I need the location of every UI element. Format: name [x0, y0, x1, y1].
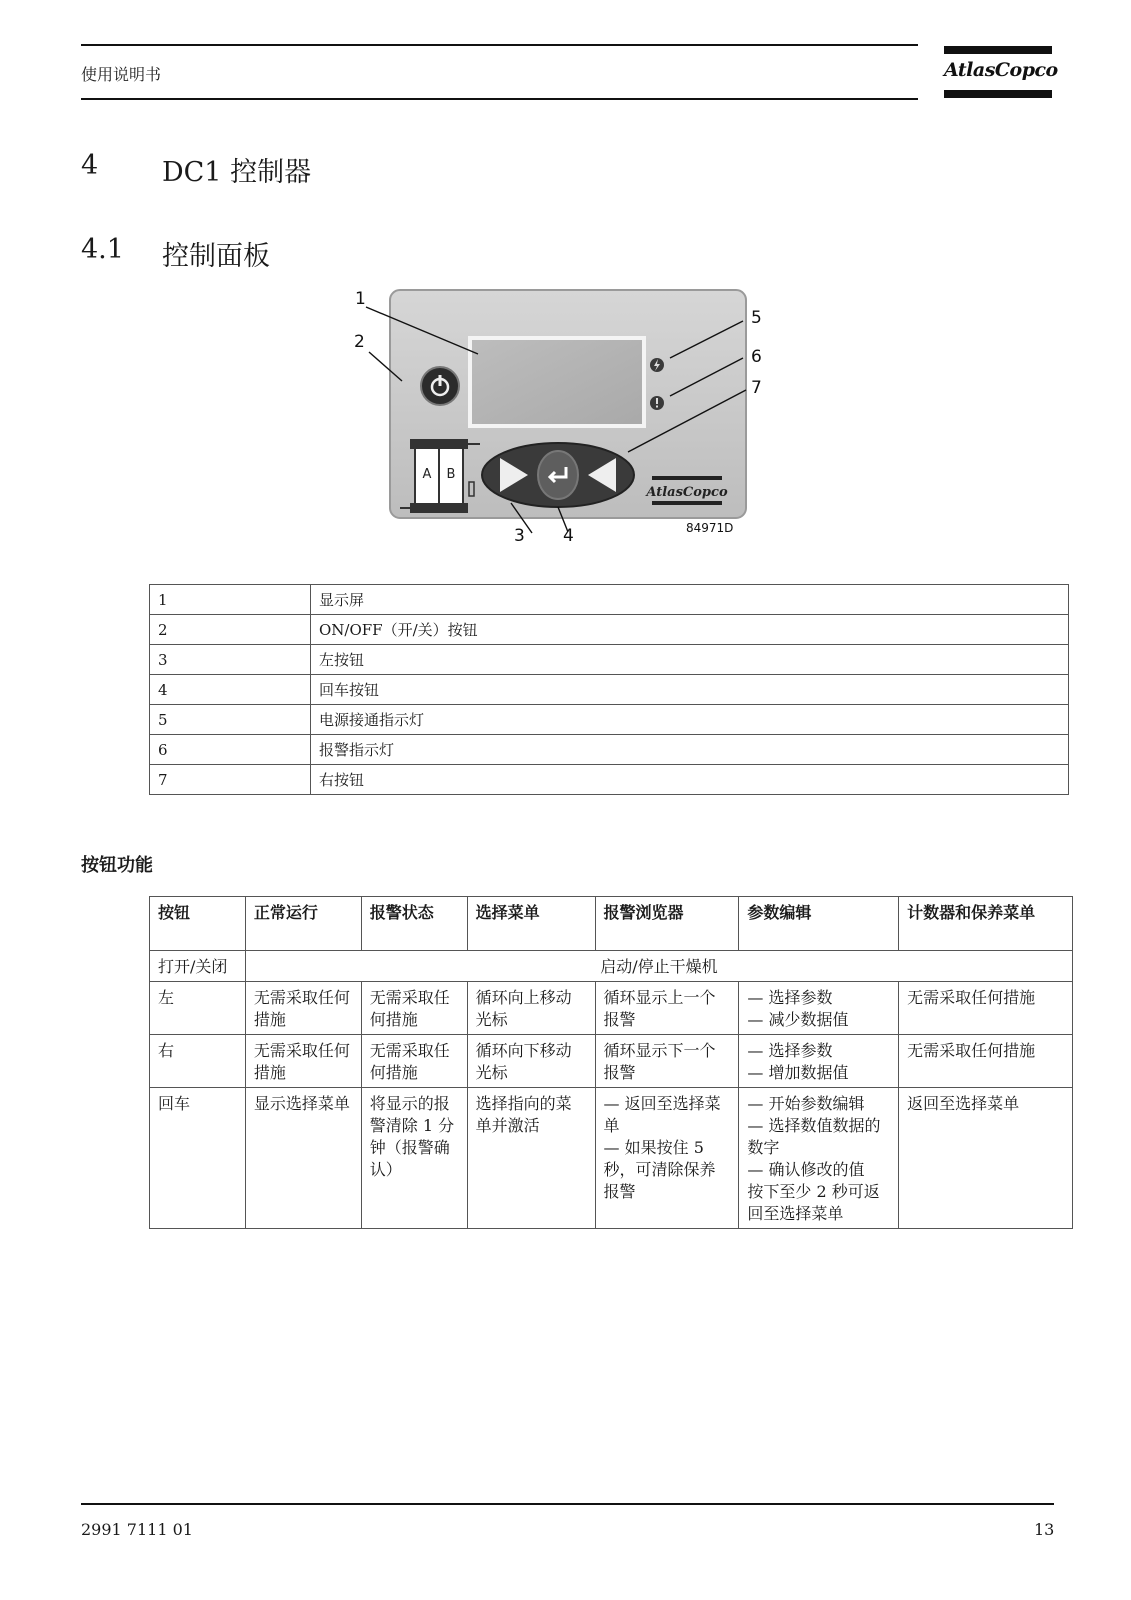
column-header: 计数器和保养菜单 — [899, 897, 1073, 951]
action-cell: 无需采取任何措施 — [899, 982, 1073, 1035]
control-panel-figure — [352, 286, 782, 561]
button-name-cell: 打开/关闭 — [150, 951, 246, 982]
display-screen — [470, 338, 644, 426]
header-top-rule — [81, 44, 918, 46]
legend-row — [150, 675, 1069, 705]
panel-logo: AtlasCopco — [646, 485, 728, 500]
table-row — [150, 1088, 1073, 1229]
power-led-icon — [650, 358, 664, 372]
column-header: 报警状态 — [361, 897, 467, 951]
table-header-row — [150, 897, 1073, 951]
table-row — [150, 951, 1073, 982]
section-number: 4 — [81, 150, 99, 181]
column-header: 报警浏览器 — [595, 897, 739, 951]
callout-4: 4 — [563, 526, 574, 546]
legend-row — [150, 585, 1069, 615]
action-cell: 选择指向的菜单并激活 — [467, 1088, 595, 1229]
legend-row — [150, 615, 1069, 645]
button-functions-heading: 按钮功能 — [81, 855, 153, 876]
table-row — [150, 1035, 1073, 1088]
subsection-number: 4.1 — [81, 234, 124, 265]
action-cell: 无需采取任何措施 — [245, 982, 361, 1035]
atlas-copco-logo: AtlasCopco — [944, 46, 1052, 101]
legend-number: 4 — [150, 675, 311, 705]
action-cell: 无需采取任何措施 — [899, 1035, 1073, 1088]
action-cell: 启动/停止干燥机 — [245, 951, 1072, 982]
legend-number: 5 — [150, 705, 311, 735]
column-header: 正常运行 — [245, 897, 361, 951]
control-panel-drawing — [352, 286, 782, 561]
document-number: 2991 7111 01 — [81, 1520, 193, 1539]
action-cell: — 开始参数编辑 — 选择数值数据的数字 — 确认修改的值 按下至少 2 秒可返回至选择菜单 — [739, 1088, 899, 1229]
page-number: 13 — [1034, 1520, 1055, 1539]
legend-description: ON/OFF（开/关）按钮 — [311, 615, 1069, 645]
callout-7: 7 — [751, 378, 762, 398]
power-icon — [421, 367, 459, 405]
legend-description: 显示屏 — [311, 585, 1069, 615]
table-row — [150, 982, 1073, 1035]
button-name-cell: 回车 — [150, 1088, 246, 1229]
legend-row — [150, 645, 1069, 675]
action-cell: 无需采取任何措施 — [361, 982, 467, 1035]
action-cell: 将显示的报警清除 1 分钟（报警确认） — [361, 1088, 467, 1229]
callout-6: 6 — [751, 347, 762, 367]
header-title: 使用说明书 — [81, 65, 162, 84]
legend-description: 报警指示灯 — [311, 735, 1069, 765]
legend-number: 6 — [150, 735, 311, 765]
legend-row — [150, 735, 1069, 765]
figure-code: 84971D — [686, 521, 734, 535]
column-header: 参数编辑 — [739, 897, 899, 951]
legend-table — [149, 584, 1069, 795]
action-cell: 循环显示下一个报警 — [595, 1035, 739, 1088]
legend-number: 2 — [150, 615, 311, 645]
action-cell: 循环向下移动光标 — [467, 1035, 595, 1088]
subsection-title: 控制面板 — [162, 241, 270, 272]
footer-rule — [81, 1503, 1054, 1505]
legend-description: 左按钮 — [311, 645, 1069, 675]
button-name-cell: 左 — [150, 982, 246, 1035]
button-name-cell: 右 — [150, 1035, 246, 1088]
alarm-led-icon — [650, 396, 664, 410]
legend-number: 3 — [150, 645, 311, 675]
legend-number: 1 — [150, 585, 311, 615]
dryer-label-a: A — [422, 467, 432, 482]
callout-5: 5 — [751, 308, 762, 328]
dryer-label-b: B — [446, 467, 456, 482]
header-bottom-rule — [81, 98, 918, 100]
section-title: DC1 控制器 — [162, 157, 312, 188]
legend-description: 右按钮 — [311, 765, 1069, 795]
action-cell: — 选择参数 — 增加数据值 — [739, 1035, 899, 1088]
action-cell: — 选择参数 — 减少数据值 — [739, 982, 899, 1035]
callout-2: 2 — [354, 332, 365, 352]
action-cell: 显示选择菜单 — [245, 1088, 361, 1229]
action-cell: 无需采取任何措施 — [245, 1035, 361, 1088]
callout-3: 3 — [514, 526, 525, 546]
action-cell: 返回至选择菜单 — [899, 1088, 1073, 1229]
callout-1: 1 — [355, 289, 366, 309]
button-functions-table — [149, 896, 1073, 1229]
action-cell: 无需采取任何措施 — [361, 1035, 467, 1088]
column-header: 按钮 — [150, 897, 246, 951]
column-header: 选择菜单 — [467, 897, 595, 951]
legend-description: 电源接通指示灯 — [311, 705, 1069, 735]
legend-description: 回车按钮 — [311, 675, 1069, 705]
legend-number: 7 — [150, 765, 311, 795]
action-cell: — 返回至选择菜单 — 如果按住 5 秒，可清除保养报警 — [595, 1088, 739, 1229]
action-cell: 循环显示上一个报警 — [595, 982, 739, 1035]
legend-row — [150, 765, 1069, 795]
legend-row — [150, 705, 1069, 735]
action-cell: 循环向上移动光标 — [467, 982, 595, 1035]
